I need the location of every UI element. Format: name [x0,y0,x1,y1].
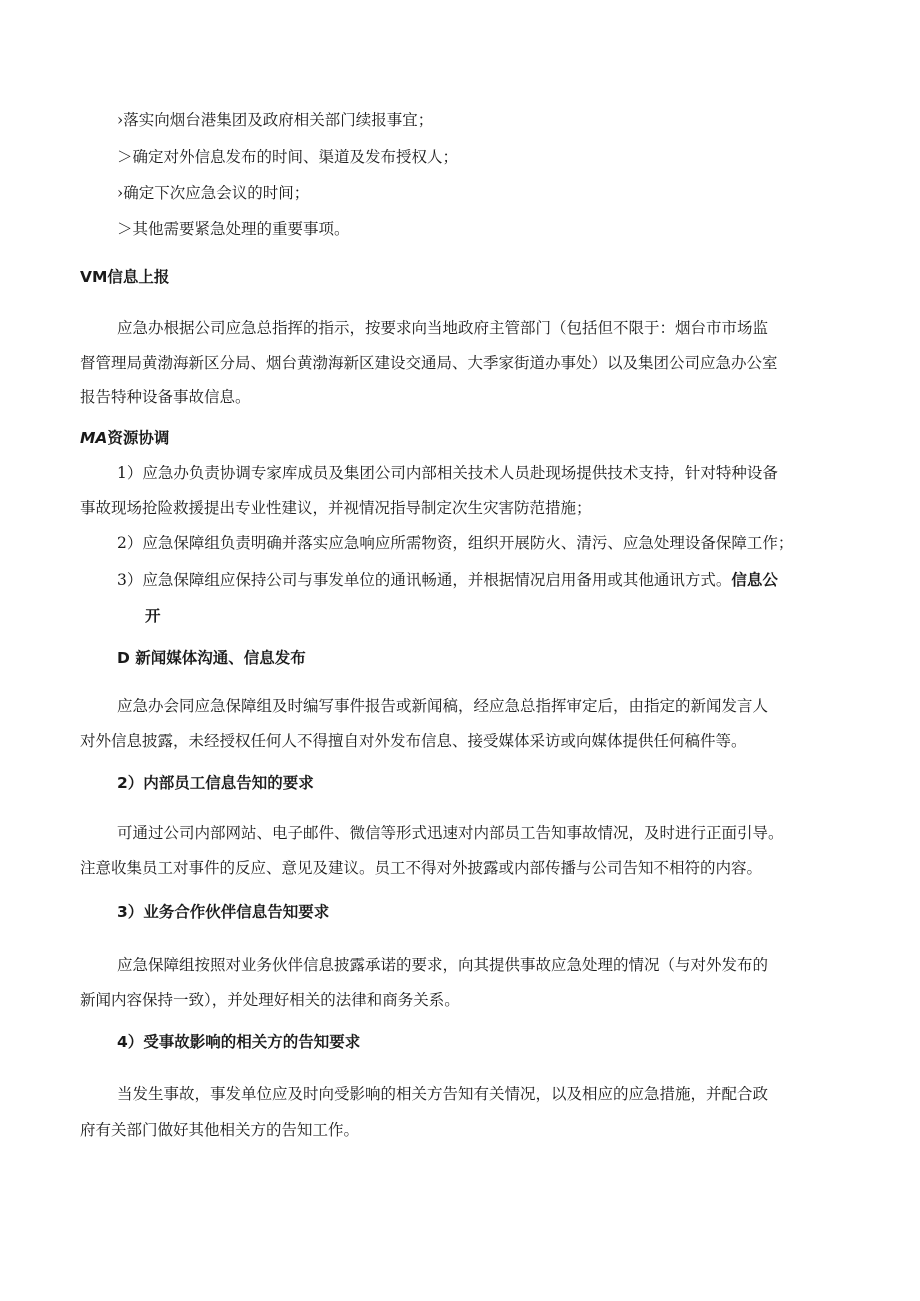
paragraph-line: 新闻内容保持一致），并处理好相关的法律和商务关系。 [80,991,460,1009]
paragraph-line: 应急办根据公司应急总指挥的指示，按要求向当地政府主管部门（包括但不限于：烟台市市场监 [117,319,769,337]
paragraph-line: 当发生事故，事发单位应及时向受影响的相关方告知有关情况，以及相应的应急措施，并配合政 [117,1085,769,1103]
list-item-tail: ； [777,534,794,552]
section-heading-affected: 4）受事故影响的相关方的告知要求 [117,1033,361,1051]
paragraph-line: 府有关部门做好其他相关方的告知工作。 [80,1121,360,1139]
bullet-item: ＞其他需要紧急处理的重要事项。 [117,220,350,238]
section-heading-partners: 3）业务合作伙伴信息告知要求 [117,903,330,921]
paragraph-line: 应急保障组按照对业务伙伴信息披露承诺的要求，向其提供事故应急处理的情况（与对外发布的 [117,956,769,974]
section-heading-info-report [80,267,169,287]
section-heading-internal: 2）内部员工信息告知的要求 [117,774,314,792]
list-item-text: 2）应急保障组负责明确并落实应急响应所需物资，组织开展防火、清污、应急处理设备保障工作 [117,534,778,552]
list-item [117,533,793,553]
heading-text: 资源协调 [107,429,170,447]
bullet-item: ›确定下次应急会议的时间； [117,184,310,202]
paragraph-line: 应急办会同应急保障组及时编写事件报告或新闻稿，经应急总指挥审定后，由指定的新闻发言人 [117,697,769,715]
paragraph-line: 注意收集员工对事件的反应、意见及建议。员工不得对外披露或内部传播与公司告知不相符的内容。 [80,859,763,877]
paragraph-line: 报告特种设备事故信息。 [80,388,251,406]
list-item-text: 3）应急保障组应保持公司与事发单位的通讯畅通，并根据情况启用备用或其他通讯方式。 [117,571,732,589]
list-item-cont: 事故现场抢险救援提出专业性建议，并视情况指导制定次生灾害防范措施； [80,499,592,517]
list-item: 1）应急办负责协调专家库成员及集团公司内部相关技术人员赴现场提供技术支持，针对特种设备 [117,464,778,482]
heading-prefix: MA [80,429,108,447]
inline-heading-cont: 开 [145,607,161,625]
section-heading-resource [80,428,169,448]
list-item [117,570,778,590]
paragraph-line: 督管理局黄渤海新区分局、烟台黄渤海新区建设交通局、大季家街道办事处）以及集团公司应急办公室 [80,354,778,372]
paragraph-line: 可通过公司内部网站、电子邮件、微信等形式迅速对内部员工告知事故情况，及时进行正面引导。 [117,824,784,842]
section-heading-media: D 新闻媒体沟通、信息发布 [117,649,306,667]
inline-heading: 信息公 [731,571,778,589]
bullet-item: ＞确定对外信息发布的时间、渠道及发布授权人； [117,148,459,166]
heading-prefix: VM [80,268,108,286]
bullet-item: ›落实向烟台港集团及政府相关部门续报事宜； [117,111,434,129]
heading-text: 信息上报 [107,268,170,286]
paragraph-line: 对外信息披露，未经授权任何人不得擅自对外发布信息、接受媒体采访或向媒体提供任何稿件等。 [80,732,747,750]
